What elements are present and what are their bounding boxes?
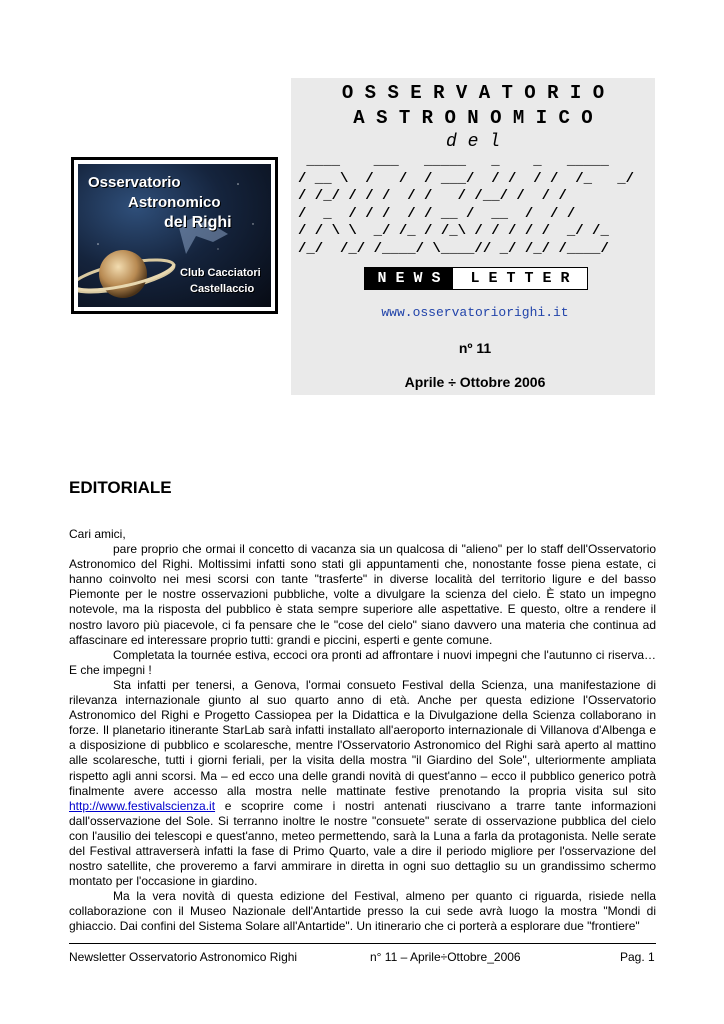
- masthead-line-osservatorio: O S S E R V A T O R I O: [341, 82, 605, 104]
- observatory-logo: [78, 164, 271, 307]
- paragraph-3-part-b: e scoprire come i nostri antenati riuscivano a trarre tante informazioni dall'osservazione del Sole. Si terranno inoltre le nostre "consuete" serate di osservazione pubblica del cielo con l'ausilio dei telescopi e quest'anno, meteo permettendo, sarà la Luna a farla da protagonista. Nelle serate del Festival attraverserà infatti la fase di Primo Quarto, vale a dire il periodo migliore per l'osservazione del nostro satellite, che proveremo a farvi ammirare in diretta in ogni suo dettaglio su un grandissimo schermo montato per l'occasione in giardino.: [69, 798, 656, 889]
- greeting: Cari amici,: [69, 527, 126, 541]
- website-link[interactable]: www.osservatoriorighi.it: [381, 305, 569, 320]
- logo-text-del-righi: del Righi: [164, 214, 232, 231]
- logo-text-osservatorio: Osservatorio: [88, 174, 181, 191]
- footer-left: Newsletter Osservatorio Astronomico Righi: [69, 950, 298, 964]
- paragraph-3: [69, 678, 656, 889]
- logo-text-club: Club Cacciatori: [180, 267, 261, 279]
- masthead-line-del: d e l: [445, 132, 500, 152]
- masthead-line-astronomico: A S T R O N O M I C O: [353, 107, 593, 129]
- banner-news: N E W S: [365, 268, 453, 289]
- footer-center: n° 11 – Aprile÷Ottobre_2006: [370, 950, 521, 964]
- logo-text-castellaccio: Castellaccio: [190, 283, 255, 295]
- paragraph-4: Ma la vera novità di questa edizione del Festival, almeno per quanto ci riguarda, risiede nella collaborazione con il Museo Nazionale dell'Antartide presso la cui sede avrà luogo la mostra "Mondi di ghiaccio. Dai confini del Sistema Solare all'Antartide". Un itinerario che ci porterà a esplorare due "frontiere": [69, 889, 656, 934]
- ascii-art-righi: ____ ___ _____ _ _ _____ / __ \ / / / ___/ / / / / /_ _/ / /_/ / / / / / / /__/ / / / / _ / / / / / __ / __ / / / / / \ \ _/ /_ / /_\ / / / / / _/ /_ /_/ /_/ /____/ \____// _/ /_/ /____/: [298, 153, 635, 257]
- footer-page: Pag. 1: [620, 950, 655, 964]
- paragraph-3-part-a: Sta infatti per tenersi, a Genova, l'ormai consueto Festival della Scienza, una manifestazione di rilevanza internazionale giunto al suo quarto anno di età. Anche per questa edizione l'Osservatorio Astronomico del Righi e Progetto Cassiopea per la Didattica e la Divulgazione della Scienza collaborano in forze. Il planetario itinerante StarLab sarà infatti installato all'aeroporto internazionale di Villanova d'Albenga e a disposizione di pubblico e scolaresche, mentre l'Osservatorio Astronomico del Righi sarà aperto al mattino alle scolaresche, tutti i giorni feriali, per la visita della mostra "il Giardino del Sole", ulteriormente ampliata rispetto agli anni scorsi. Ma – ed ecco una delle grandi novità di quest'anno – ecco il pubblico generico potrà finalmente avere accesso alla mostra nelle mattinate festive prenotando la propria visita sul sito: [69, 677, 656, 798]
- banner-letter: L E T T E R: [453, 268, 587, 289]
- issue-number: nº 11: [458, 340, 492, 356]
- issue-period: Aprile ÷ Ottobre 2006: [404, 374, 546, 390]
- festival-link[interactable]: http://www.festivalscienza.it: [69, 798, 216, 813]
- editorial-title: EDITORIALE: [69, 478, 172, 497]
- newsletter-banner: [364, 267, 588, 290]
- logo-frame: [71, 157, 278, 314]
- editorial-body: [69, 527, 656, 935]
- footer-divider: [69, 943, 656, 944]
- logo-text-astronomico: Astronomico: [128, 194, 221, 211]
- paragraph-1: pare proprio che ormai il concetto di vacanza sia un qualcosa di "alieno" per lo staff dell'Osservatorio Astronomico del Righi. Moltissimi infatti sono stati gli appuntamenti che, nonostante fosse piena estate, ci hanno coinvolto nei mesi scorsi con tante "trasferte" in diverse località del territorio ligure e del basso Piemonte per le nostre osservazioni pubbliche, volte a divulgare la scienza del cielo. È stato un impegno notevole, ma la risposta del pubblico è stata sempre superiore alle aspettative. E questo, oltre a rendere il nostro lavoro più piacevole, ci fa pensare che le "cose del cielo" siano davvero una materia che continua ad affascinare ed interessare proprio tutti: grandi e piccini, esperti e gente comune.: [69, 542, 656, 647]
- paragraph-2: Completata la tournée estiva, eccoci ora pronti ad affrontare i nuovi impegni che l'autunno ci riserva… E che impegni !: [69, 647, 656, 677]
